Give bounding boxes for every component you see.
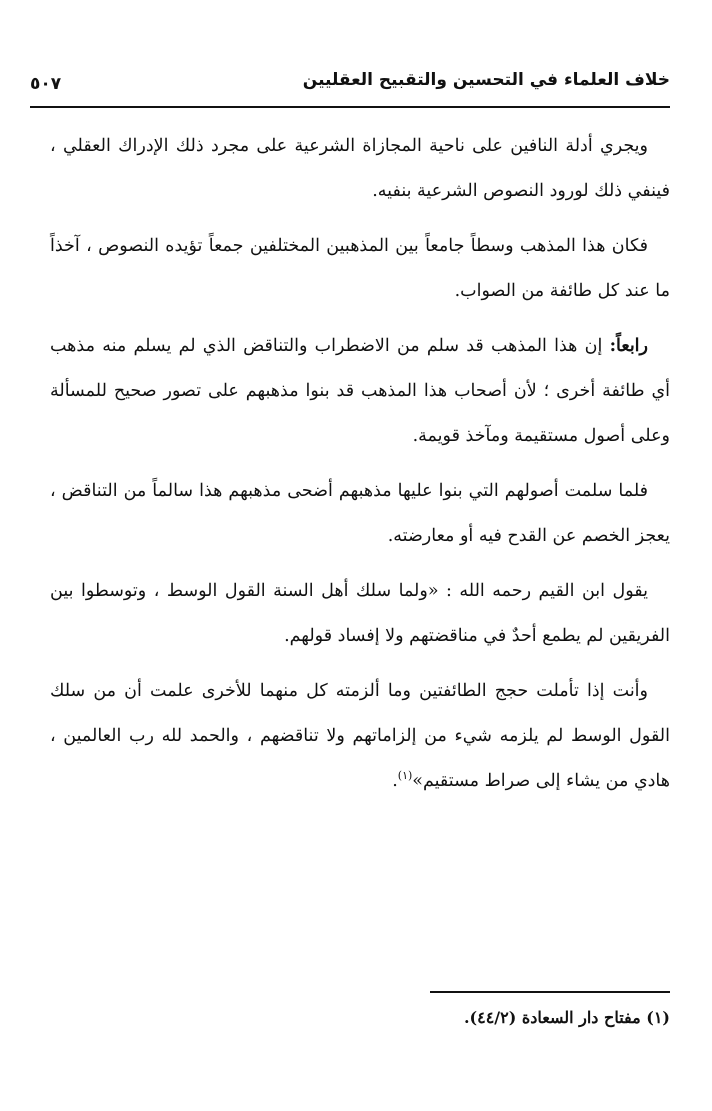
running-title: خلاف العلماء في التحسين والتقبيح العقليين bbox=[302, 70, 670, 90]
paragraph-2 bbox=[50, 224, 670, 314]
body-text bbox=[50, 124, 670, 814]
paragraph-3-lead: رابعاً: bbox=[609, 336, 648, 356]
footnote: (١) مفتاح دار السعادة (٤٤/٢). bbox=[463, 1008, 670, 1027]
footnote-rule bbox=[430, 991, 670, 993]
header-rule bbox=[30, 106, 670, 108]
paragraph-4-text: فلما سلمت أصولهم التي بنوا عليها مذهبهم أضحى مذهبهم هذا سالماً من التناقض ، يعجز الخصم عن القدح فيه أو معارضته. bbox=[50, 481, 670, 546]
paragraph-6 bbox=[50, 669, 670, 804]
paragraph-1 bbox=[50, 124, 670, 214]
paragraph-3-text: إن هذا المذهب قد سلم من الاضطراب والتناقض الذي لم يسلم منه مذهب أي طائفة أخرى ؛ لأن أصحاب هذا المذهب قد بنوا مذهبهم على تصور صحيح للمسألة وعلى أصول مستقيمة ومآخذ قويمة. bbox=[50, 336, 670, 446]
paragraph-2-text: فكان هذا المذهب وسطاً جامعاً بين المذهبين المختلفين جمعاً تؤيده النصوص ، آخذاً ما عند كل طائفة من الصواب. bbox=[50, 236, 670, 301]
page-number: ٥٠٧ bbox=[30, 74, 62, 94]
paragraph-1-text: ويجري أدلة النافين على ناحية المجازاة الشرعية على مجرد ذلك الإدراك العقلي ، فينفي ذلك لورود النصوص الشرعية بنفيه. bbox=[50, 136, 670, 201]
paragraph-6-end: . bbox=[392, 771, 398, 791]
paragraph-3 bbox=[50, 324, 670, 459]
paragraph-4 bbox=[50, 469, 670, 559]
paragraph-5 bbox=[50, 569, 670, 659]
running-header bbox=[30, 68, 670, 102]
paragraph-5-text: يقول ابن القيم رحمه الله : «ولما سلك أهل السنة القول الوسط ، وتوسطوا بين الفريقين لم يطمع أحدٌ في مناقضتهم ولا إفساد قولهم. bbox=[50, 581, 670, 646]
paragraph-6-text: وأنت إذا تأملت حجج الطائفتين وما ألزمته كل منهما للأخرى علمت أن من سلك القول الوسط لم يلزمه شيء من إلزاماتهم ولا تناقضهم ، والحمد لله رب العالمين ، هادي من يشاء إلى صراط مستقيم» bbox=[50, 681, 670, 791]
footnote-reference[interactable]: (١) bbox=[397, 769, 413, 783]
